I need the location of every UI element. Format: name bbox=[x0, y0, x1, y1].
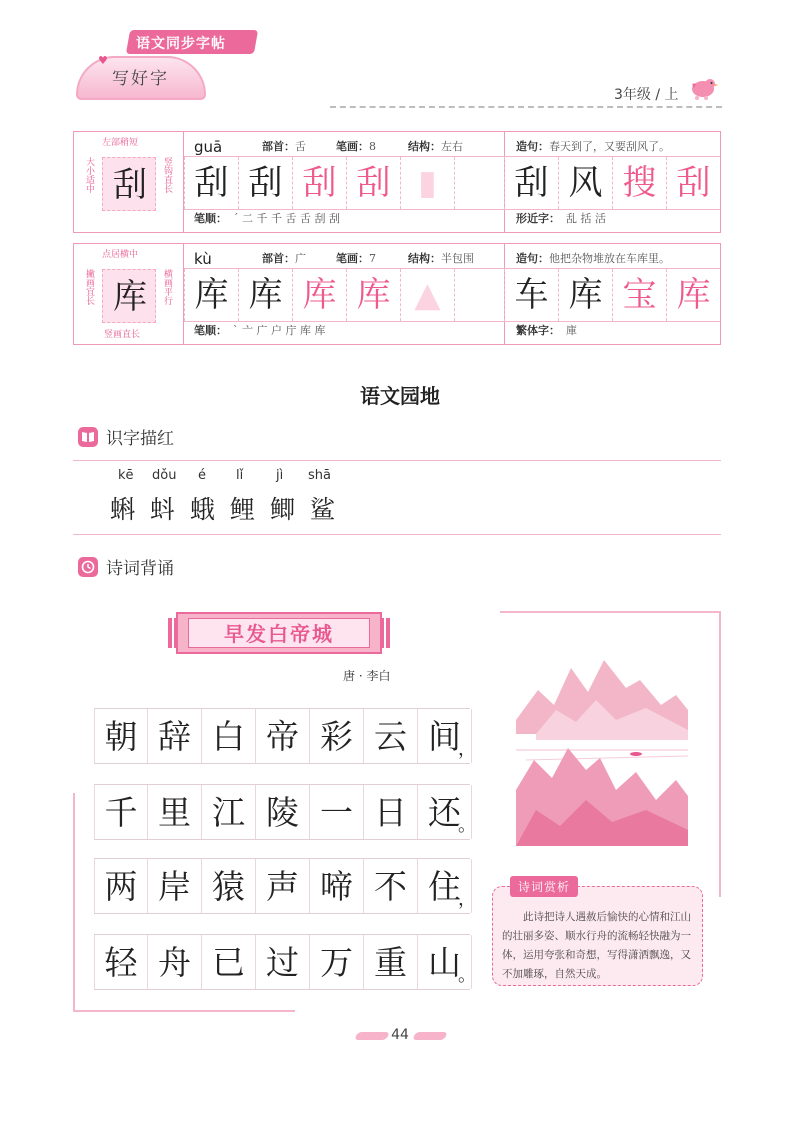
header-divider bbox=[330, 106, 722, 108]
tip-right: 横画平行 bbox=[162, 269, 172, 305]
book-icon bbox=[78, 427, 98, 447]
pinyin: guā bbox=[194, 138, 223, 156]
word-trace-char: 搜 bbox=[612, 157, 666, 209]
logo-text: 写好字 bbox=[112, 69, 169, 89]
clock-icon bbox=[78, 557, 98, 577]
empty-cell bbox=[454, 157, 508, 209]
section-header-poetry bbox=[78, 554, 174, 579]
trace-char: 刮 bbox=[292, 157, 346, 209]
poem-char: 一 bbox=[310, 785, 364, 839]
hanzi: 鲨 bbox=[310, 495, 336, 524]
poem-char: 云 bbox=[364, 709, 418, 763]
empty-cell: ▲ bbox=[400, 269, 454, 321]
logo bbox=[72, 52, 342, 112]
punctuation: 。 bbox=[458, 965, 476, 986]
poem-char: 万 bbox=[310, 935, 364, 989]
character-card-gua bbox=[73, 131, 721, 233]
poem-char: 已 bbox=[202, 935, 256, 989]
word-char: 库 bbox=[558, 269, 612, 321]
series-label: 语文同步字帖 bbox=[136, 36, 226, 52]
trace-char: 库 bbox=[346, 269, 400, 321]
mountain-illustration bbox=[516, 650, 688, 846]
poem-char: 陵 bbox=[256, 785, 310, 839]
poem-char: 日 bbox=[364, 785, 418, 839]
poem-char: 帝 bbox=[256, 709, 310, 763]
page-title: 语文园地 bbox=[360, 384, 440, 408]
pinyin: dǒu bbox=[152, 468, 177, 483]
poem-char: 朝 bbox=[94, 709, 148, 763]
trace-char: 库 bbox=[292, 269, 346, 321]
grade-label: 3年级 / 上 bbox=[614, 87, 679, 103]
practice-char: 刮 bbox=[238, 157, 292, 209]
hanzi: 蝌 bbox=[110, 495, 136, 524]
character-card-ku bbox=[73, 243, 721, 345]
tip-right: 竖钩直长 bbox=[162, 157, 172, 193]
pinyin: jì bbox=[276, 468, 284, 483]
poem-char: 间 bbox=[418, 709, 472, 763]
hanzi: 蛾 bbox=[190, 495, 216, 524]
poem-char: 两 bbox=[94, 859, 148, 913]
poem-char: 辞 bbox=[148, 709, 202, 763]
traditional-char: 繁体字： 庫 bbox=[516, 324, 577, 337]
word-char: 车 bbox=[504, 269, 558, 321]
character-lead bbox=[74, 132, 184, 232]
poem-char: 重 bbox=[364, 935, 418, 989]
bird-icon bbox=[688, 74, 718, 100]
poem-author: 唐 · 李白 bbox=[343, 669, 391, 683]
poem-char: 里 bbox=[148, 785, 202, 839]
poem-char: 啼 bbox=[310, 859, 364, 913]
tip-bottom: 竖画直长 bbox=[104, 330, 141, 340]
poem-char: 岸 bbox=[148, 859, 202, 913]
section-divider bbox=[73, 534, 721, 535]
poem-char: 轻 bbox=[94, 935, 148, 989]
tip-top: 点居横中 bbox=[102, 250, 139, 260]
poem-char: 住 bbox=[418, 859, 472, 913]
character-lead bbox=[74, 244, 184, 344]
pinyin: kù bbox=[194, 250, 212, 268]
structure: 结构：半包围 bbox=[408, 252, 474, 265]
stroke-order: 笔顺： ˊ 二 千 千 舌 舌 刮 刮 bbox=[194, 212, 340, 225]
practice-row bbox=[184, 156, 504, 210]
tip-left: 大小适中 bbox=[84, 157, 94, 193]
poem-frame bbox=[73, 1010, 295, 1012]
poem-char: 过 bbox=[256, 935, 310, 989]
structure: 结构：左右 bbox=[408, 140, 463, 153]
note-tag: 诗词赏析 bbox=[510, 876, 578, 897]
hanzi: 鲤 bbox=[230, 495, 256, 524]
poem-title: 早发白帝城 bbox=[188, 618, 370, 648]
section-label: 诗词背诵 bbox=[106, 559, 174, 579]
model-box bbox=[102, 157, 156, 211]
poem-char: 猿 bbox=[202, 859, 256, 913]
word-char: 刮 bbox=[504, 157, 558, 209]
tip-left: 撇画宜长 bbox=[84, 269, 94, 305]
hanzi: 鲫 bbox=[270, 495, 296, 524]
practice-char: 刮 bbox=[184, 157, 238, 209]
pinyin: lǐ bbox=[236, 468, 244, 483]
word-char: 风 bbox=[558, 157, 612, 209]
strokes: 笔画：8 bbox=[336, 140, 376, 153]
model-char: 库 bbox=[113, 277, 147, 317]
poem-char: 不 bbox=[364, 859, 418, 913]
poem-char: 山 bbox=[418, 935, 472, 989]
similar-chars: 形近字： 乱 括 活 bbox=[516, 212, 606, 225]
page-number: 44 bbox=[391, 1027, 409, 1043]
poem-line bbox=[94, 708, 476, 764]
poem-line bbox=[94, 858, 476, 914]
section-label: 识字描红 bbox=[106, 429, 174, 449]
practice-row bbox=[184, 268, 504, 322]
word-row bbox=[504, 156, 720, 210]
punctuation: ， bbox=[458, 739, 476, 760]
word-row bbox=[504, 268, 720, 322]
poem-char: 江 bbox=[202, 785, 256, 839]
note-text: 此诗把诗人遇赦后愉快的心情和江山的壮丽多姿、顺水行舟的流畅轻快融为一体，运用夸张和奇想，写得潇洒飘逸，又不加雕琢，自然天成。 bbox=[502, 911, 691, 980]
trace-char: 刮 bbox=[346, 157, 400, 209]
poem-line bbox=[94, 934, 476, 990]
practice-char: 库 bbox=[238, 269, 292, 321]
poem-char: 白 bbox=[202, 709, 256, 763]
poem-line bbox=[94, 784, 476, 840]
word-trace-char: 库 bbox=[666, 269, 720, 321]
radical: 部首：舌 bbox=[262, 140, 306, 153]
word-trace-char: 刮 bbox=[666, 157, 720, 209]
word-trace-char: 宝 bbox=[612, 269, 666, 321]
stroke-order: 笔顺： ˋ 亠 广 户 庁 库 库 bbox=[194, 324, 326, 337]
poem-char: 舟 bbox=[148, 935, 202, 989]
poem-char: 千 bbox=[94, 785, 148, 839]
punctuation: ， bbox=[458, 889, 476, 910]
heart-icon: ♥ bbox=[98, 54, 108, 67]
pinyin: é bbox=[198, 468, 206, 483]
model-char: 刮 bbox=[113, 165, 147, 205]
practice-char: 库 bbox=[184, 269, 238, 321]
pinyin: kē bbox=[118, 468, 134, 483]
poem-char: 还 bbox=[418, 785, 472, 839]
pinyin: shā bbox=[308, 468, 331, 483]
punctuation: 。 bbox=[458, 815, 476, 836]
strokes: 笔画：7 bbox=[336, 252, 376, 265]
section-divider bbox=[73, 460, 721, 461]
sentence: 造句：他把杂物堆放在车库里。 bbox=[516, 252, 670, 265]
poem-char: 彩 bbox=[310, 709, 364, 763]
tip-top: 左部稍短 bbox=[102, 138, 139, 148]
hanzi: 蚪 bbox=[150, 495, 176, 524]
model-box bbox=[102, 269, 156, 323]
empty-cell: ▮ bbox=[400, 157, 454, 209]
section-header-literacy bbox=[78, 424, 174, 449]
poem-frame bbox=[73, 793, 75, 1011]
radical: 部首：广 bbox=[262, 252, 306, 265]
empty-cell bbox=[454, 269, 508, 321]
poem-title-banner bbox=[176, 612, 382, 654]
sentence: 造句：春天到了，又要刮风了。 bbox=[516, 140, 670, 153]
poem-char: 声 bbox=[256, 859, 310, 913]
